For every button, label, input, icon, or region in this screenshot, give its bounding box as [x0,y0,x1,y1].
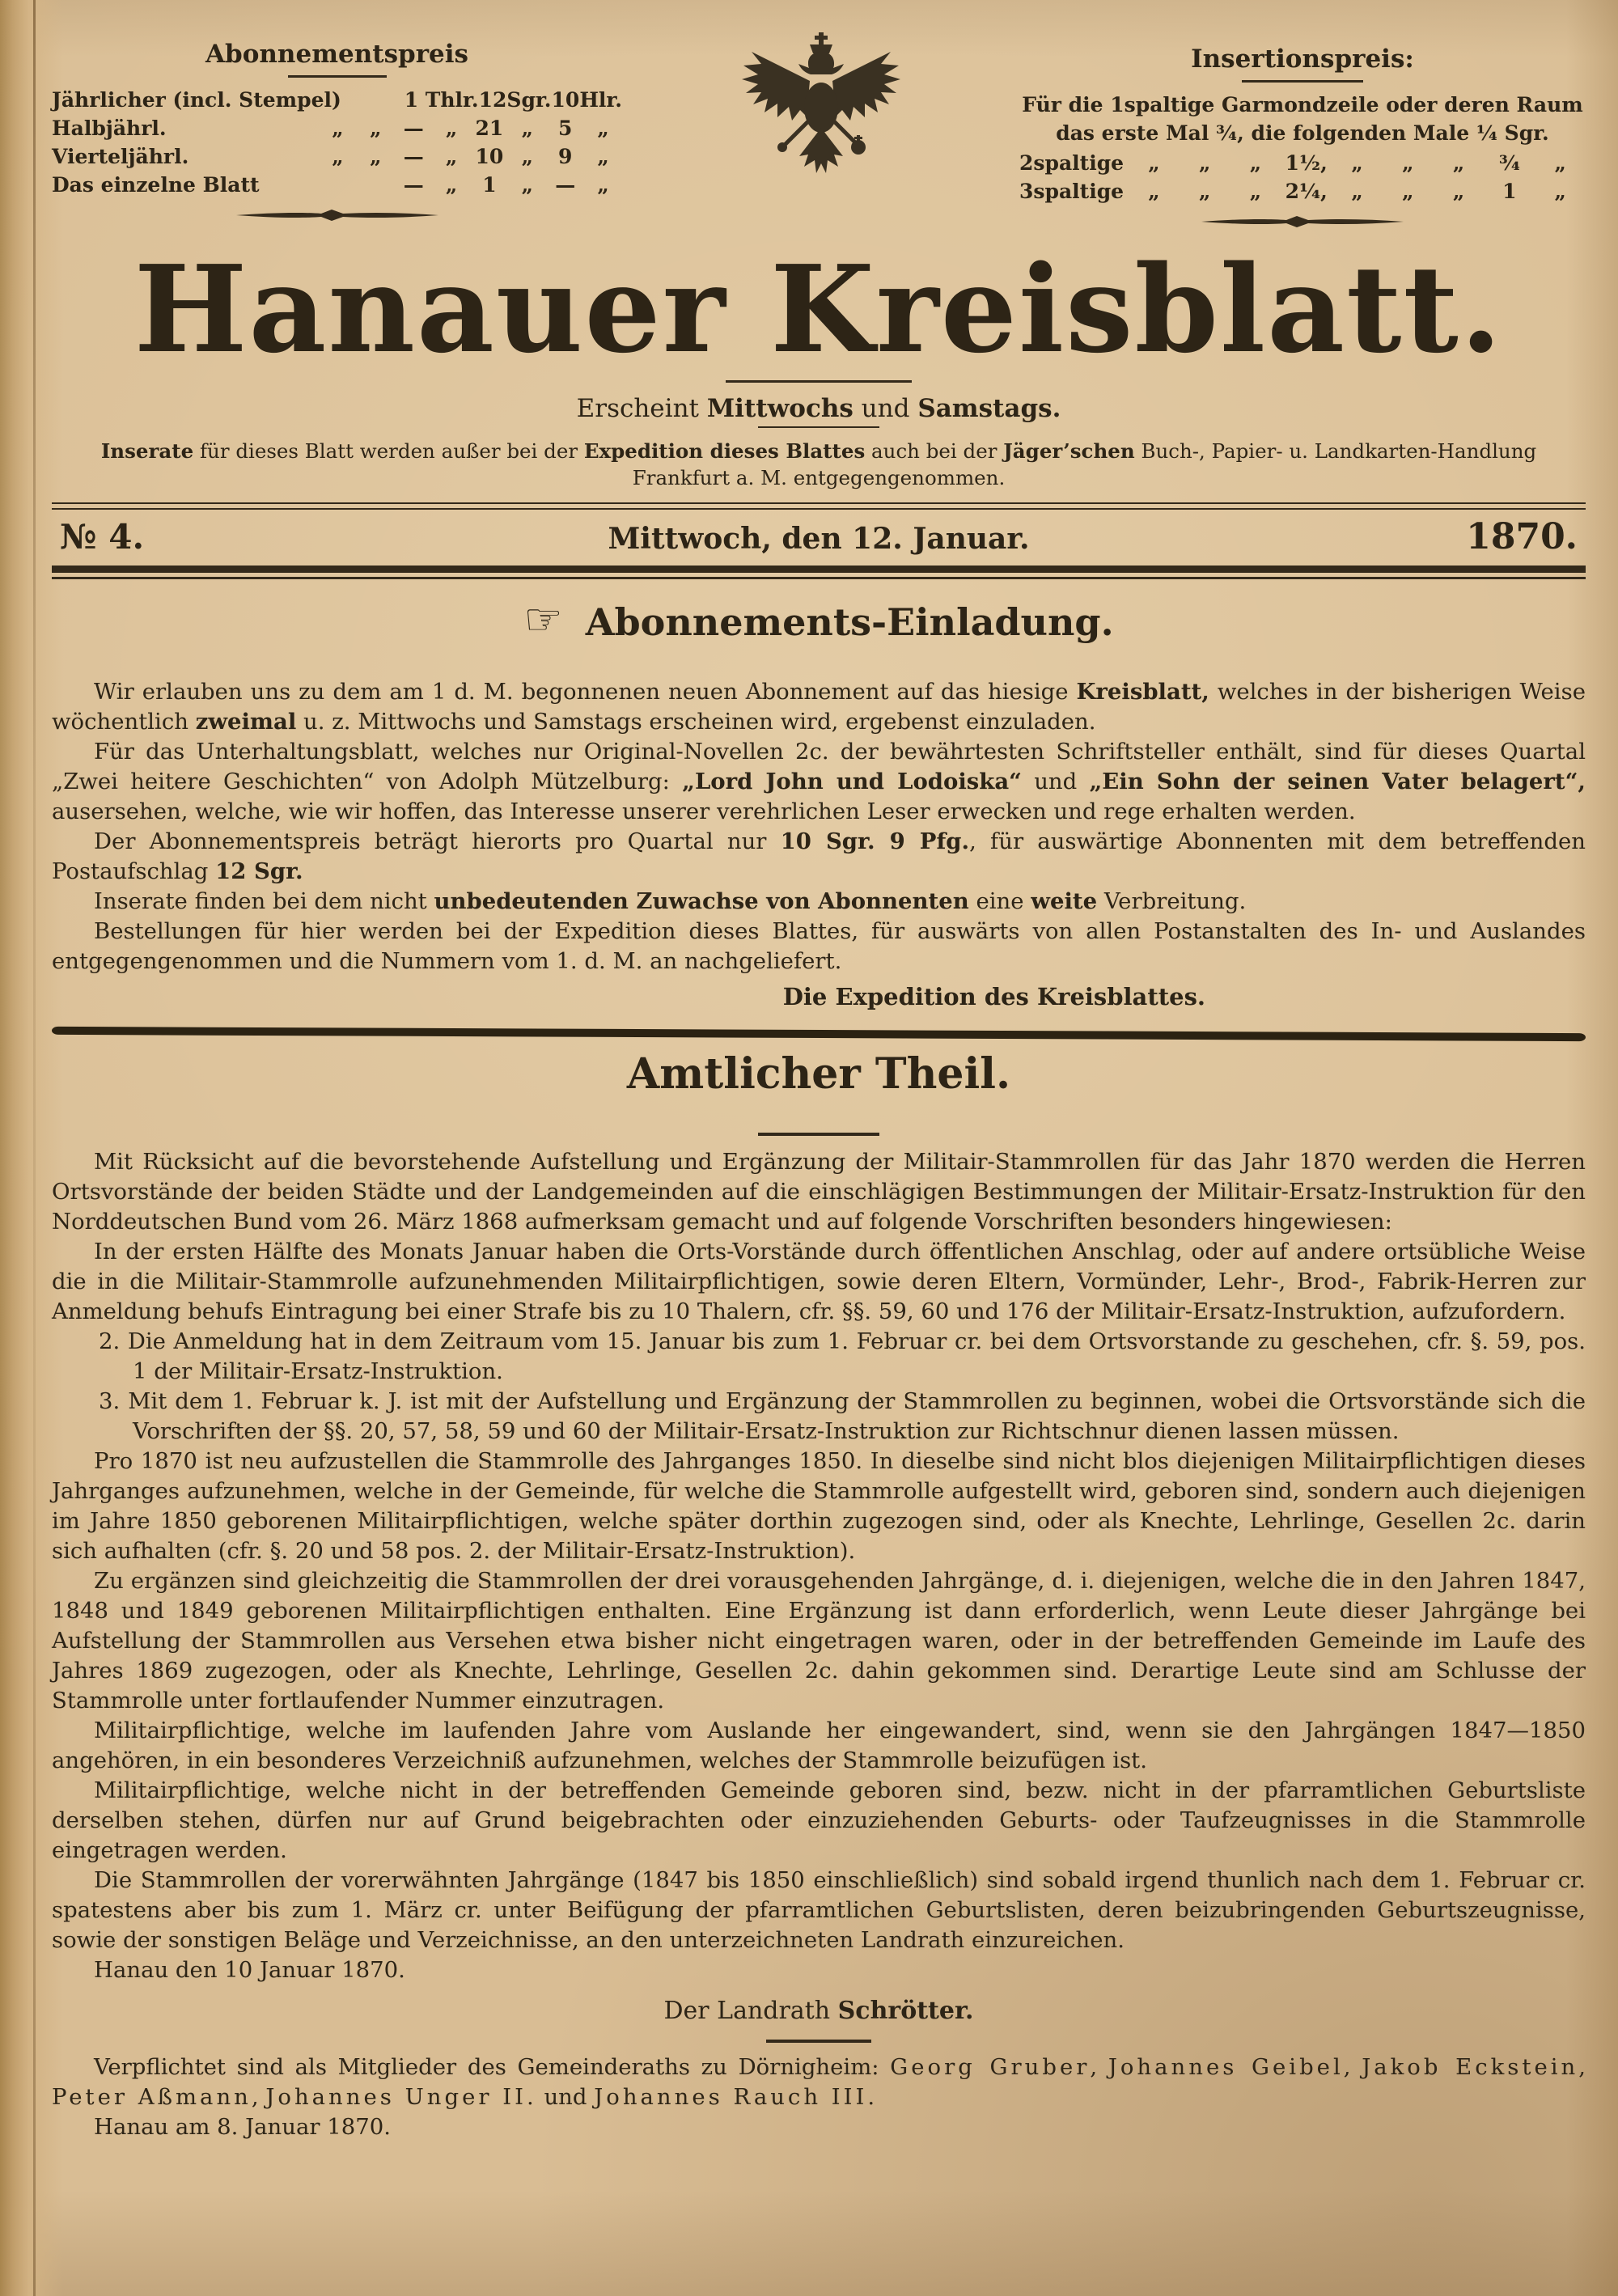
text-run: Johannes Geibel [1108,2053,1344,2080]
text-run: Für das Unterhaltungsblatt, welches nur Original-Novellen 2c. der bewährtesten Schriftsteller enthält, sind für dieses Quartal „Zwei heitere Geschichten“ von Adolph Mützelburg: [52,739,1586,795]
numbered-item [52,1327,1586,1387]
price-cell: „ [332,116,344,141]
text-run: In der ersten Hälfte des Monats Januar haben die Orts-Vorstände durch öffentlichen Anschlag, oder auf andere ortsübliche Weise die in die Militair-Stammrolle aufzunehmenden Militairpflichtigen, sowie deren Eltern, Vormünder, Lehr-, Brod-, Fabrik-Herren zur Anmeldung behufs Eintragung bei einer Strafe bis zu 10 Thalern, cfr. §§. 59, 60 und 176 der Militair-Ersatz-Instruktion, aufzufordern. [52,1238,1586,1324]
text-run: Johannes Rauch III. [594,2083,879,2110]
title-rule [726,380,912,383]
text-run: Mit Rücksicht auf die bevorstehende Aufstellung und Ergänzung der Militair-Stammrollen für das Jahr 1870 werden die Herren Ortsvorstände der beiden Städte und der Landgemeinden auf die einschlägigen Bestimmungen der Militair-Ersatz-Instruktion für den Norddeutschen Bund vom 26. März 1868 aufmerksam gemacht und auf folgende Vorschriften besonders hingewiesen: [52,1148,1586,1235]
thick-rule [52,566,1586,573]
page-binding-crease [33,0,36,2296]
swelled-rule-ornament [236,209,438,222]
price-cell: „ [445,145,458,169]
subscription-price-table [52,86,622,199]
price-row-label: Vierteljährl. [52,145,189,169]
text-run: Georg Gruber [890,2053,1091,2080]
paragraph [52,1147,1586,1237]
price-cell [341,86,370,114]
paragraph [52,1776,1586,1866]
price-cell: „ [1402,180,1414,204]
text-run: unbedeutenden Zuwachse von Abonnenten [434,888,969,915]
text-run: Verbreitung. [1097,888,1247,915]
text-run: u. z. Mittwochs und Samstags erscheinen wird, ergebenst einzuladen. [296,709,1096,735]
text-run: Hanau den 10 Januar 1870. [94,1956,405,1983]
price-cell: — [403,145,424,169]
paragraph [52,2052,1586,2112]
signature-line [52,1997,1586,2025]
section-body [52,1147,1586,1985]
text-run: Bestellungen für hier werden bei der Expedition dieses Blattes, für auswärts von allen Postanstalten des In- und Auslandes entgegengenommen und die Nummern vom 1. d. M. an nachgeliefert. [52,918,1586,975]
price-cell: Thlr. [425,88,479,112]
price-cell: 10 [551,88,580,112]
price-cell: „ [1554,180,1566,204]
footer-rule [766,2040,871,2043]
text-run: Der Abonnementspreis beträgt hierorts pro Quartal nur [94,828,781,855]
text-run: ausersehen, welche, wie wir hoffen, das Interesse unserer verehrlichen Leser erwecken und rege erhalten werden. [52,799,1356,825]
newspaper-title: Hanauer Kreisblatt. [133,239,1504,380]
price-cell: „ [370,116,382,141]
text-run: und [853,393,918,423]
double-thin-rule [52,502,1586,510]
footer-date-line: Hanau am 8. Januar 1870. [94,2113,391,2140]
text-run: Erscheint [576,393,707,423]
text-run: Mittwochs [706,393,853,423]
price-row [52,171,622,199]
price-cell: 21 [475,116,504,141]
price-cell: „ [1452,151,1465,176]
paragraph [52,737,1586,827]
price-cell: Hlr. [579,88,623,112]
official-section [52,1051,1586,2024]
divider-rule [1242,80,1363,83]
subscription-invitation-section [52,593,1586,1011]
publication-schedule [52,394,1586,423]
text-run: Zu ergänzen sind gleichzeitig die Stammrollen der drei vorausgehenden Jahrgänge, d. i. diejenigen, welche die in den Jahren 1847, 1848 und 1849 geborenen Militairpflichtigen enthalten. Eine Ergänzung ist dann erforderlich, wenn Leute dieser Jahrgänge bei Aufstellung der Stammrollen aus Versehen etwa bisher nicht eingetragen waren, oder in der betreffenden Gemeinde im Laufe des Jahres 1869 zugezogen, oder als Knechte, Lehrlinge, Gesellen 2c. dahin gekommen sind. Derartige Leute sind am Schlusse der Stammrolle unter fortlaufender Nummer einzutragen. [52,1567,1586,1714]
text-run: Militairpflichtige, welche im laufenden Jahre vom Auslande her eingewandert, sind, wenn sie den Jahrgängen 1847—1850 angehören, in ein besonderes Verzeichniß aufzunehmen, welches der Stammrolle beizufügen ist. [52,1717,1586,1773]
text-run: Samstags. [917,393,1061,423]
text-run: Mit dem 1. Februar k. J. ist mit der Aufstellung und Ergänzung der Stammrollen zu beginnen, wobei die Ortsvorstände sich die Vorschriften der §§. 20, 57, 58, 59 und 60 der Militair-Ersatz-Instruktion zur Richtschnur dienen lassen müssen. [128,1387,1586,1444]
paragraph [52,1716,1586,1776]
price-cell: „ [1351,180,1363,204]
price-cell: „ [1249,151,1262,176]
price-cell: „ [1452,180,1465,204]
text-run: , [1578,2053,1586,2080]
swelled-rule-ornament [1201,215,1404,228]
price-cell: „ [1148,151,1160,176]
price-cell: „ [1249,180,1262,204]
heading-rule [758,1133,879,1136]
signature-line: Die Expedition des Kreisblattes. [782,983,1205,1011]
page-content [52,29,1586,2142]
text-run: Johannes Unger II. [265,2083,537,2110]
price-cell: „ [370,145,382,169]
price-cell [319,171,357,199]
text-run: Expedition dieses Blattes [583,438,866,463]
price-cell: „ [521,116,533,141]
price-row [52,142,622,171]
text-run: zweimal [195,709,297,735]
price-cell: 10 [475,145,504,169]
text-run: Jäger’schen [1003,438,1135,463]
masthead [52,29,1586,228]
price-cell: 1 [1502,180,1517,204]
eagle-emblem [622,29,1019,180]
manicule-icon: ☞ [523,593,563,645]
text-run: und [1021,769,1090,795]
subscription-price-box [52,29,622,222]
insertion-price-table [1019,149,1586,205]
price-cell: ¾ [1498,151,1520,176]
text-run: , [1343,2053,1362,2080]
price-row [52,114,622,142]
text-run: welches in der bisherigen Weise wöchentlich [52,679,1586,735]
text-run: Kreisblatt, [1076,679,1209,705]
price-cell: — [555,173,576,197]
text-run: und [536,2083,595,2110]
text-run: Die Anmeldung hat in dem Zeitraum vom 15. Januar bis zum 1. Februar cr. bei dem Ortsvorstande zu geschehen, cfr. §. 59, pos. 1 der Militair-Ersatz-Instruktion. [127,1328,1586,1384]
price-row-label: Jährlicher (incl. Stempel) [52,88,341,112]
price-cell: 1½, [1285,151,1328,176]
price-row-label: 2spaltige [1019,151,1125,176]
price-cell: „ [597,173,609,197]
text-run: , [251,2083,266,2110]
section-heading [52,593,1586,646]
paragraph [52,1237,1586,1327]
paragraph [52,1866,1586,1955]
price-row [1019,149,1586,177]
text-run: „Lord John und Lodoiska“ [682,769,1022,795]
price-cell: „ [445,116,458,141]
price-row-label: Das einzelne Blatt [52,173,260,197]
text-run: auch bei der [865,438,1004,463]
insertion-price-line: das erste Mal ¾, die folgenden Male ¼ Sgr. [1056,121,1549,146]
price-cell: 2¼, [1285,180,1328,204]
price-row-label: 3spaltige [1019,180,1125,204]
issue-date: Mittwoch, den 12. Januar. [608,521,1030,556]
issue-year: 1870. [1466,515,1578,557]
paragraph [52,917,1586,976]
price-cell: „ [1402,151,1414,176]
price-row [52,86,622,114]
price-cell [369,86,397,114]
price-row-label: Halbjährl. [52,116,167,141]
thin-rule [52,577,1586,579]
text-run: „Ein Sohn der seinen Vater belagert“, [1089,769,1586,795]
section-heading: Amtlicher Theil. [626,1049,1011,1099]
text-run: 12 Sgr. [215,858,303,885]
price-cell: „ [1148,180,1160,204]
price-cell [357,171,395,199]
subscription-price-title: Abonnementspreis [205,40,468,69]
text-run: , [1090,2053,1108,2080]
price-row [1019,177,1586,205]
text-run: Buch-, Papier- u. Landkarten-Handlung Frankfurt a. M. entgegengenommen. [632,438,1537,489]
price-cell: „ [521,173,533,197]
price-cell: „ [1198,151,1211,176]
text-run: Pro 1870 ist neu aufzustellen die Stammrolle des Jahrganges 1850. In dieselbe sind nicht blos diejenigen Militairpflichtigen dieses Jahrganges aufzunehmen, welche in der Gemeinde, für welche die Stammrolle aufgestellt wird, geboren sind, sondern auch diejenigen im Jahre 1850 geborenen Militairpflichtigen, welche später dorthin zugezogen sind, oder als Knechte, Lehrlinge, Gesellen 2c. darin sich aufhalten (cfr. §. 20 und 58 pos. 2. der Militair-Ersatz-Instruktion). [52,1447,1586,1564]
price-cell: „ [1554,151,1566,176]
text-run: Die Stammrollen der vorerwähnten Jahrgänge (1847 bis 1850 einschließlich) sind sobald irgend thunlich nach dem 1. Februar cr. spatestens aber bis zum 1. März cr. unter Beifügung der pfarramtlichen Geburtslisten, deren beizubringenden Geburtszeugnisse, sowie der sonstigen Beläge und Verzeichnisse, an den unterzeichneten Landrath einzureichen. [52,1866,1586,1953]
text-run: Jakob Eckstein [1362,2053,1579,2080]
text-run: Militairpflichtige, welche nicht in der betreffenden Gemeinde geboren sind, bezw. nicht in der pfarramtlichen Geburtsliste derselben stehen, dürfen nur auf Grund beigebrachten oder einzuziehenden Geburts- oder Taufzeugnisses in die Stammrolle eingetragen werden. [52,1777,1586,1863]
price-cell: 9 [557,145,573,169]
text-run: Der Landrath [663,1996,838,2025]
text-run: Inserate finden bei dem nicht [94,888,434,915]
paragraph [52,827,1586,887]
insertion-price-title: Insertionspreis: [1191,44,1414,74]
notice-body [52,2052,1586,2142]
paragraph [52,1566,1586,1716]
paragraph [52,677,1586,737]
text-run: 10 Sgr. 9 Pfg. [780,828,970,855]
text-run: Inserate [100,438,194,463]
insertion-price-box [1019,29,1586,228]
price-cell: 12 [478,88,507,112]
paragraph [52,1447,1586,1566]
price-cell: 1 [404,88,419,112]
text-run: eine [968,888,1031,915]
price-cell: „ [1198,180,1211,204]
schedule-rule [758,426,879,428]
price-cell: „ [1351,151,1363,176]
price-cell: „ [521,145,533,169]
paragraph [52,887,1586,917]
price-cell: „ [597,116,609,141]
paragraph [52,1955,1586,1985]
price-cell: Sgr. [506,88,552,112]
prussian-eagle-icon [735,31,907,180]
text-run: , für auswärtige Abonnenten mit dem betreffenden Postaufschlag [52,828,1586,885]
text-run: weite [1031,888,1098,915]
price-cell: „ [597,145,609,169]
text-run: Schrötter. [837,1996,974,2025]
price-cell: „ [332,145,344,169]
council-members-notice [52,2052,1586,2142]
price-cell: 1 [482,173,497,197]
price-cell: — [403,173,424,197]
section-heading-text: Abonnements-Einladung. [585,600,1114,645]
text-run: Verpflichtet sind als Mitglieder des Gemeinderaths zu Dörnigheim: [94,2053,891,2080]
text-run: Wir erlauben uns zu dem am 1 d. M. begonnenen neuen Abonnement auf das hiesige [94,679,1077,705]
issue-number: № 4. [60,516,145,557]
divider-rule [288,75,387,78]
text-run: Peter Aßmann [52,2083,252,2110]
masthead-note [58,438,1579,491]
item-number: 3. [99,1387,129,1414]
date-band [52,516,1586,557]
item-number: 2. [99,1328,128,1354]
price-cell: 5 [557,116,573,141]
text-run: für dieses Blatt werden außer bei der [193,438,584,463]
price-cell: „ [445,173,458,197]
price-cell: — [403,116,424,141]
numbered-item [52,1387,1586,1447]
section-body [52,677,1586,976]
insertion-price-line: Für die 1spaltige Garmondzeile oder deren Raum [1022,93,1583,117]
section-separator-rule [52,1027,1586,1041]
